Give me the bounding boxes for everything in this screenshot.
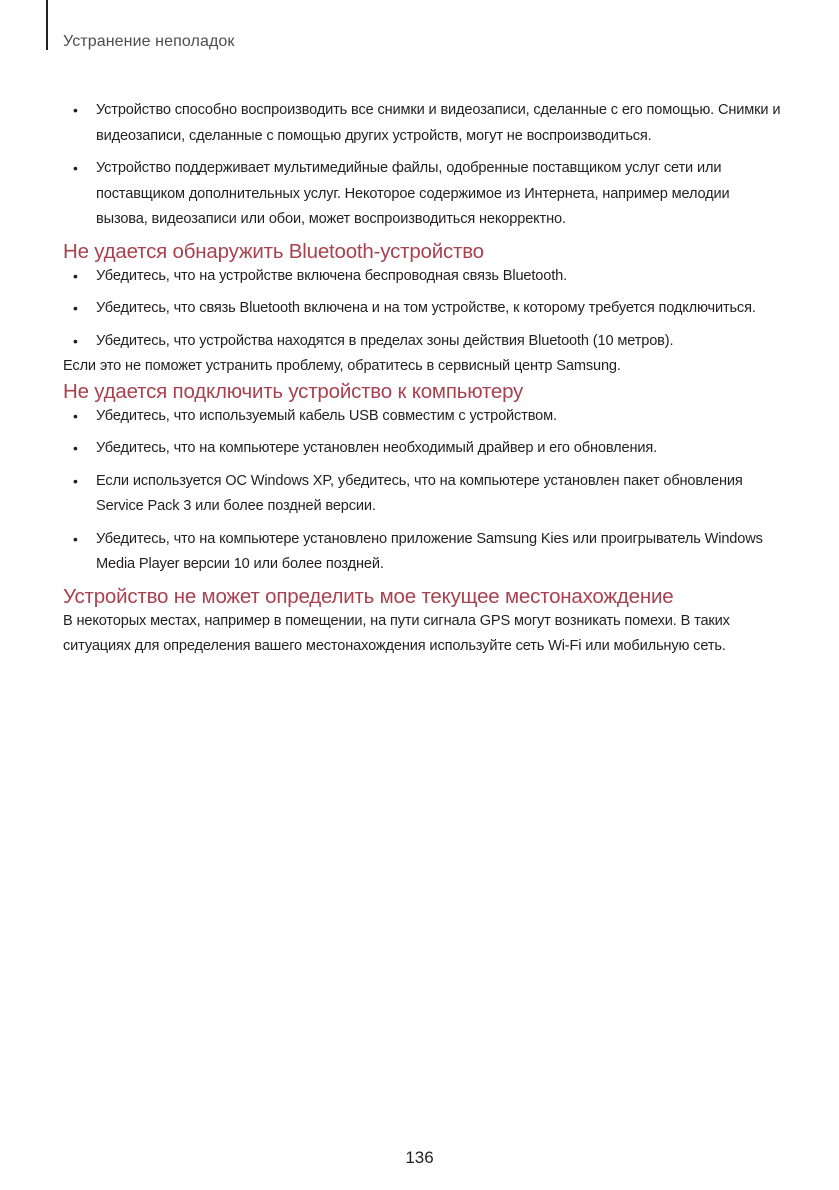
bluetooth-list	[63, 264, 781, 355]
list-item-text: Убедитесь, что устройства находятся в пределах зоны действия Bluetooth (10 метров).	[96, 332, 674, 349]
section-title-computer: Не удается подключить устройство к компьютеру	[63, 379, 524, 403]
list-item-text: Если используется ОС Windows XP, убедитесь, что на компьютере установлен пакет обновления Service Pack 3 или более поздней версии.	[96, 472, 743, 514]
list-item	[63, 469, 781, 520]
computer-list	[63, 404, 781, 578]
bullet-icon: •	[73, 440, 78, 456]
header-rule	[46, 0, 48, 50]
list-item	[63, 156, 781, 233]
list-item	[63, 98, 781, 149]
list-item-text: Убедитесь, что на компьютере установлен необходимый драйвер и его обновления.	[96, 440, 658, 456]
bullet-icon: •	[73, 267, 78, 284]
bullet-icon: •	[73, 472, 78, 489]
bullet-icon: •	[73, 160, 78, 176]
section-title-bluetooth: Не удается обнаружить Bluetooth-устройство	[63, 239, 484, 263]
bullet-icon: •	[73, 300, 78, 316]
list-item-text: Убедитесь, что на компьютере установлено приложение Samsung Kies или проигрыватель Windows Media Player версии 10 или более поздней.	[96, 530, 763, 572]
bullet-icon: •	[73, 407, 78, 424]
list-item	[63, 436, 781, 462]
bullet-icon: •	[73, 530, 78, 547]
bluetooth-note: Если это не поможет устранить проблему, обратитесь в сервисный центр Samsung.	[63, 358, 621, 374]
list-item-text: Убедитесь, что используемый кабель USB совместим с устройством.	[96, 407, 557, 424]
bullet-icon: •	[73, 332, 78, 349]
list-item	[63, 296, 781, 322]
list-item-text: Убедитесь, что связь Bluetooth включена и на том устройстве, к которому требуется подключиться.	[96, 300, 756, 316]
page-content	[63, 98, 781, 660]
list-item	[63, 404, 781, 430]
list-item	[63, 329, 781, 355]
location-text: В некоторых местах, например в помещении, на пути сигнала GPS могут возникать помехи. В таких ситуациях для определения вашего местонахождения используйте сеть Wi-Fi или мобильную сеть.	[63, 612, 730, 654]
section-title-location: Устройство не может определить мое текущее местонахождение	[63, 584, 674, 608]
intro-list	[63, 98, 781, 233]
bullet-icon: •	[73, 102, 78, 118]
list-item-text: Устройство способно воспроизводить все снимки и видеозаписи, сделанные с его помощью. Снимки и видеозаписи, сделанные с помощью других устройств, могут не воспроизводиться.	[96, 102, 781, 144]
list-item	[63, 527, 781, 578]
list-item-text: Убедитесь, что на устройстве включена беспроводная связь Bluetooth.	[96, 267, 567, 284]
page-number: 136	[405, 1148, 434, 1167]
chapter-title: Устранение неполадок	[63, 33, 235, 50]
list-item	[63, 264, 781, 290]
list-item-text: Устройство поддерживает мультимедийные файлы, одобренные поставщиком услуг сети или поставщиком дополнительных услуг. Некоторое содержимое из Интернета, например мелодии вызова, видеозаписи или обои, может воспроизводиться некорректно.	[96, 160, 730, 227]
